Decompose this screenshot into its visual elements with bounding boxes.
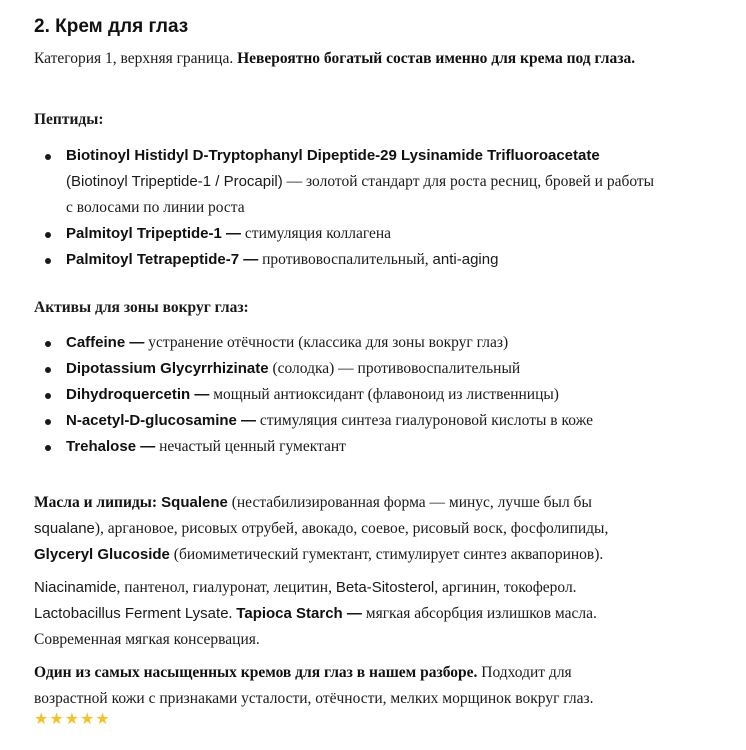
ingredient-desc: устранение отёчности (классика для зоны вокруг глаз)	[144, 334, 509, 351]
list-item	[34, 356, 722, 382]
list-item	[34, 434, 722, 460]
ingredient-desc: противовоспалительный,	[258, 251, 433, 268]
verdict-text-cont: возрастной кожи с признаками усталости, отёчности, мелких морщинок вокруг глаз.	[34, 690, 594, 707]
verdict-text: Подходит для	[477, 664, 572, 681]
glyceryl-name: Glyceryl Glucoside	[34, 546, 170, 563]
ingredient-desc-en: anti-aging	[432, 251, 499, 268]
intro-paragraph	[34, 46, 722, 72]
separator: .	[228, 605, 237, 622]
ingredient-desc: мощный антиоксидант (флавоноид из лиственницы)	[209, 386, 559, 403]
ingredient-desc-cont: с волосами по линии роста	[66, 199, 245, 216]
list-item	[34, 247, 722, 273]
list-item	[34, 408, 722, 434]
section-title: 2. Крем для глаз	[34, 16, 189, 37]
verdict-paragraph	[34, 660, 722, 712]
ingredient-alias: (Biotinoyl Tripeptide-1 / Procapil)	[66, 173, 283, 190]
glyceryl-desc: (биомиметический гумектант, стимулирует синтез аквапоринов).	[169, 546, 604, 563]
list-item	[34, 221, 722, 247]
oils-label: Масла и липиды:	[34, 494, 157, 511]
intro-text: Категория 1, верхняя граница.	[34, 50, 238, 67]
peptides-heading: Пептиды:	[34, 111, 104, 128]
oils-text: (нестабилизированная форма — минус, лучше был бы	[227, 494, 592, 511]
ingredient-desc: стимуляция синтеза гиалуроновой кислоты в коже	[256, 412, 593, 429]
niacinamide: Niacinamide	[34, 579, 117, 596]
misc-paragraph	[34, 575, 722, 653]
ingredient-name: Palmitoyl Tripeptide-1 —	[66, 225, 242, 242]
tapioca-desc: мягкая абсорбция излишков масла.	[361, 605, 597, 622]
misc-text: , аргинин, токоферол.	[434, 579, 577, 596]
ingredient-desc: стимуляция коллагена	[241, 225, 392, 242]
ingredient-name: Dihydroquercetin —	[66, 386, 210, 403]
ingredient-desc: (солодка) — противовоспалительный	[268, 360, 521, 377]
actives-heading: Активы для зоны вокруг глаз:	[34, 299, 249, 316]
beta-sitosterol: Beta-Sitosterol	[335, 579, 435, 596]
list-item	[34, 143, 722, 221]
list-item	[34, 330, 722, 356]
ingredient-name: Trehalose —	[66, 438, 156, 455]
ingredient-name: Palmitoyl Tetrapeptide-7 —	[66, 251, 259, 268]
preservation-text: Современная мягкая консервация.	[34, 631, 260, 648]
intro-bold: Невероятно богатый состав именно для крема под глаза.	[237, 50, 636, 67]
list-item	[34, 382, 722, 408]
ingredient-desc: — золотой стандарт для роста ресниц, бровей и работы	[282, 173, 655, 190]
ingredient-name: Dipotassium Glycyrrhizinate	[66, 360, 269, 377]
squalane-word: squalane	[34, 520, 95, 537]
ingredient-name: Biotinoyl Histidyl D-Tryptophanyl Dipeptide-29 Lysinamide Trifluoroacetate	[66, 147, 600, 164]
ingredient-name: Caffeine —	[66, 334, 145, 351]
squalene-name: Squalene	[156, 494, 228, 511]
oils-list-text: ), аргановое, рисовых отрубей, авокадо, соевое, рисовый воск, фосфолипиды,	[94, 520, 609, 537]
verdict-bold: Один из самых насыщенных кремов для глаз в нашем разборе.	[34, 664, 478, 681]
tapioca-name: Tapioca Starch —	[236, 605, 362, 622]
star-rating: ★★★★★	[34, 711, 111, 728]
ingredient-desc: нечастый ценный гумектант	[155, 438, 346, 455]
peptides-list	[34, 143, 722, 273]
misc-text: , пантенол, гиалуронат, лецитин,	[116, 579, 336, 596]
actives-list	[34, 330, 722, 460]
oils-paragraph	[34, 490, 722, 568]
lactobacillus: Lactobacillus Ferment Lysate	[34, 605, 229, 622]
ingredient-name: N-acetyl-D-glucosamine —	[66, 412, 257, 429]
